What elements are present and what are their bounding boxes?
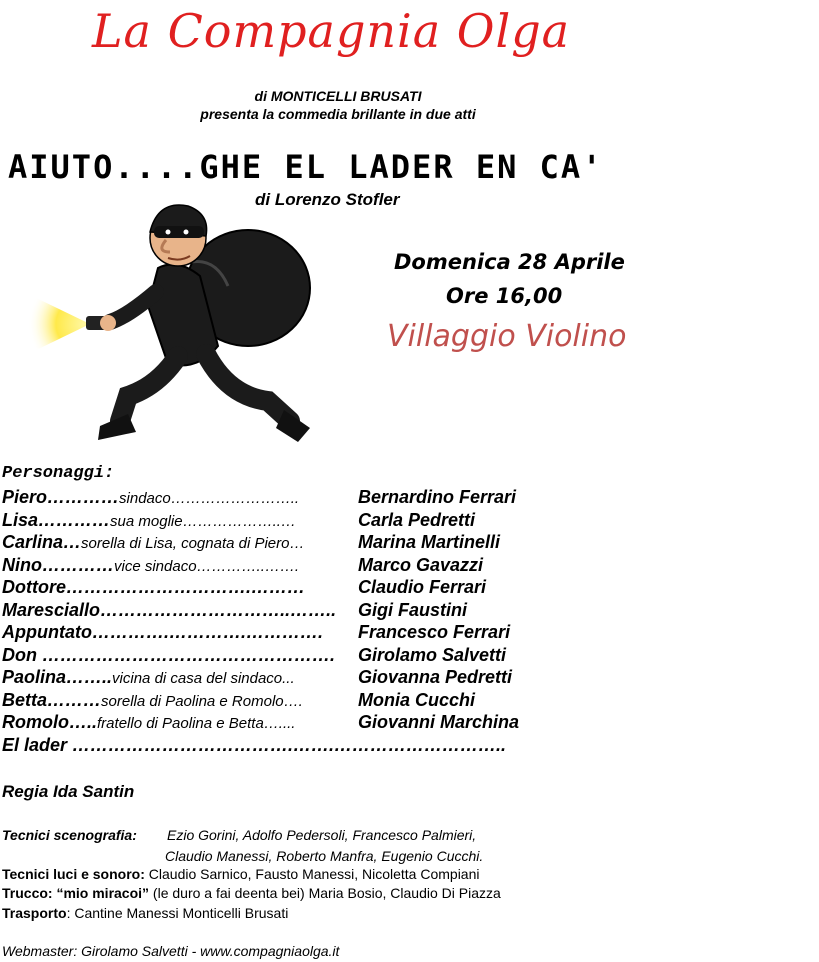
cast-row bbox=[0, 532, 819, 555]
cast-role: Carlina…sorella di Lisa, cognata di Piero… bbox=[2, 532, 305, 552]
cast-role: Maresciallo…………………………..…….. bbox=[2, 599, 337, 620]
scenography-label: Tecnici scenografia: bbox=[2, 827, 137, 843]
cast-row bbox=[0, 600, 819, 623]
scenography-names-line1: Ezio Gorini, Adolfo Pedersoli, Francesco Palmieri, bbox=[167, 827, 477, 843]
play-author: di Lorenzo Stofler bbox=[255, 190, 400, 209]
thief-with-flashlight-icon bbox=[28, 196, 318, 452]
cast-actor: Francesco Ferrari bbox=[358, 622, 511, 642]
makeup-credit bbox=[2, 885, 501, 901]
transport-credit bbox=[2, 905, 288, 921]
cast-actor: Carla Pedretti bbox=[358, 509, 476, 530]
cast-row bbox=[0, 712, 819, 735]
cast-role: El lader ……………………………….…….……………………….. bbox=[2, 734, 507, 755]
cast-heading: Personaggi: bbox=[2, 464, 115, 483]
play-title: AIUTO....GHE EL LADER EN CA' bbox=[8, 148, 604, 186]
cast-row bbox=[0, 645, 819, 668]
makeup-names: (le duro a fai deenta bei) Maria Bosio, Claudio Di Piazza bbox=[149, 885, 501, 901]
cast-row bbox=[0, 487, 819, 510]
cast-row bbox=[0, 735, 819, 758]
lights-sound-names: Claudio Sarnico, Fausto Manessi, Nicoletta Compiani bbox=[144, 866, 480, 882]
event-date: Domenica 28 Aprile bbox=[394, 250, 625, 274]
cast-actor: Marco Gavazzi bbox=[358, 554, 484, 575]
cast-row bbox=[0, 577, 819, 600]
cast-actor: Marina Martinelli bbox=[358, 532, 501, 552]
makeup-label: Trucco: “mio miracoi” bbox=[2, 885, 150, 901]
cast-role: Piero…………sindaco…………………….. bbox=[2, 487, 300, 507]
company-title: La Compagnia Olga bbox=[92, 4, 571, 58]
cast-role: Don …………………………………………. bbox=[2, 644, 336, 665]
lights-sound-label: Tecnici luci e sonoro: bbox=[2, 866, 145, 882]
cast-role: Nino…………vice sindaco…………..……. bbox=[2, 554, 300, 575]
transport-label: Trasporto bbox=[2, 905, 67, 921]
event-venue: Villaggio Violino bbox=[387, 319, 627, 354]
cast-row bbox=[0, 690, 819, 713]
company-origin: di MONTICELLI BRUSATI bbox=[254, 88, 422, 104]
cast-row bbox=[0, 510, 819, 533]
event-time: Ore 16,00 bbox=[446, 284, 563, 308]
lights-sound-credit bbox=[2, 866, 480, 882]
director-credit: Regia Ida Santin bbox=[2, 782, 135, 801]
cast-actor: Claudio Ferrari bbox=[358, 577, 487, 597]
cast-list bbox=[0, 487, 819, 757]
cast-actor: Monia Cucchi bbox=[358, 689, 476, 710]
cast-role: Romolo…..fratello di Paolina e Betta….... bbox=[2, 712, 296, 732]
cast-role: Appuntato………….………….…………. bbox=[2, 622, 323, 642]
cast-role: Lisa…………sua moglie………………..… bbox=[2, 509, 296, 530]
transport-names: : Cantine Manessi Monticelli Brusati bbox=[66, 905, 289, 921]
cast-row bbox=[0, 667, 819, 690]
cast-role: Betta………sorella di Paolina e Romolo…. bbox=[2, 689, 303, 710]
thief-mask bbox=[154, 226, 204, 238]
cast-role: Dottore………………………….……… bbox=[2, 577, 306, 597]
cast-actor: Giovanni Marchina bbox=[358, 712, 520, 732]
cast-actor: Bernardino Ferrari bbox=[358, 487, 517, 507]
scenography-names-line2: Claudio Manessi, Roberto Manfra, Eugenio Cucchi. bbox=[165, 848, 484, 864]
cast-actor: Girolamo Salvetti bbox=[358, 644, 507, 665]
cast-row bbox=[0, 622, 819, 645]
cast-row bbox=[0, 555, 819, 578]
cast-actor: Gigi Faustini bbox=[358, 599, 468, 620]
company-presents: presenta la commedia brillante in due atti bbox=[200, 106, 476, 122]
webmaster-credit: Webmaster: Girolamo Salvetti - www.compagniaolga.it bbox=[2, 943, 340, 959]
cast-role: Paolina……..vicina di casa del sindaco... bbox=[2, 667, 295, 687]
flashlight-beam bbox=[28, 294, 90, 354]
cast-actor: Giovanna Pedretti bbox=[358, 667, 513, 687]
